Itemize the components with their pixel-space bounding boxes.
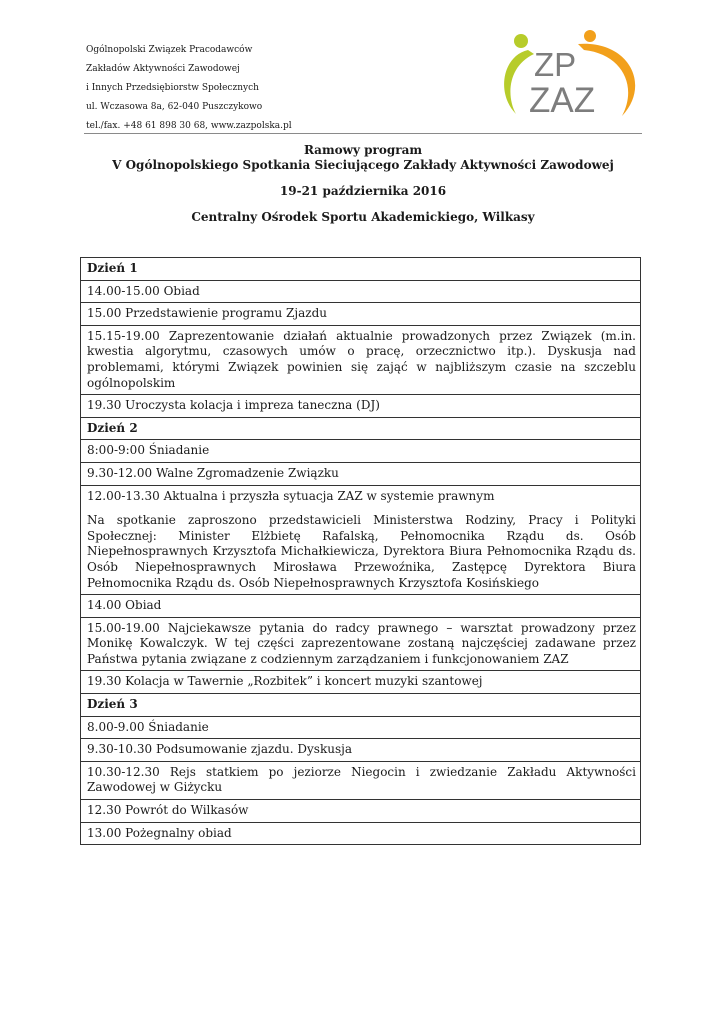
schedule-item-text: 12.30 Powrót do Wilkasów [87, 803, 249, 818]
schedule-item-text: 9.30-10.30 Podsumowanie zjazdu. Dyskusja [87, 742, 352, 757]
logo-text-zaz: ZAZ [529, 81, 596, 120]
day-header-row [81, 417, 641, 440]
org-address: ul. Wczasowa 8a, 62-040 Puszczykowo [86, 102, 263, 112]
schedule-item [81, 395, 641, 418]
schedule-item-text: 13.00 Pożegnalny obiad [87, 825, 232, 840]
schedule-row [81, 303, 641, 326]
schedule-item [81, 800, 641, 823]
schedule-item-text: 14.00 Obiad [87, 598, 162, 613]
schedule-row [81, 595, 641, 618]
day-title: Dzień 3 [87, 697, 138, 712]
event-dates: 19-21 października 2016 [279, 184, 447, 198]
schedule-item-text: 8.00-9.00 Śniadanie [87, 719, 209, 734]
event-venue: Centralny Ośrodek Sportu Akademickiego, Wilkasy [191, 210, 535, 224]
schedule-row [81, 462, 641, 485]
schedule-row [81, 739, 641, 762]
program-table [80, 257, 641, 845]
schedule-item-text: 14.00-15.00 Obiad [87, 283, 200, 298]
day-header-row [81, 694, 641, 717]
day-label [81, 258, 641, 281]
document-title: Ramowy program [303, 143, 423, 157]
day-header-row [81, 258, 641, 281]
schedule-item-text: 9.30-12.00 Walne Zgromadzenie Związku [87, 465, 339, 480]
logo-text-zp: ZP [534, 46, 577, 83]
schedule-row [81, 761, 641, 799]
schedule-item [81, 716, 641, 739]
schedule-item-text: 12.00-13.30 Aktualna i przyszła sytuacja ZAZ w systemie prawnym [87, 488, 495, 503]
schedule-item-note: Na spotkanie zaproszono przedstawicieli Ministerstwa Rodziny, Pracy i Polityki Społecznej: Minister Elżbietę Rafalską, Pełnomocnika Rządu ds. Osób Niepełnosprawnych Krzysztofa Michałkiewicza, Dyrektora Biura Pełnomocnika Rządu ds. Osób Niepełnosprawnych Mirosława Przewoźnika, Zastępcę Dyrektora Biura Pełnomocnika Rządu ds. Osób Niepełnosprawnych Krzysztofa Kosińskiego [87, 513, 636, 590]
schedule-item [81, 739, 641, 762]
schedule-item [81, 595, 641, 618]
schedule-item-text: 19.30 Uroczysta kolacja i impreza taneczna (DJ) [87, 398, 380, 413]
schedule-item-text: 15.00 Przedstawienie programu Zjazdu [87, 306, 327, 321]
schedule-item-text: 15.00-19.00 Najciekawsze pytania do radcy prawnego – warsztat prowadzony przez Monikę Kowalczyk. W tej części zaprezentowane zostaną najczęściej zadawane przez Państwa pytania związane z codziennym zarządzaniem i funkcjonowaniem ZAZ [87, 620, 636, 666]
schedule-row [81, 485, 641, 595]
zpzaz-logo [498, 30, 648, 122]
schedule-item [81, 280, 641, 303]
logo-figure-head-left [514, 34, 528, 48]
org-name-line-3: i Innych Przedsiębiorstw Społecznych [86, 83, 259, 93]
schedule-row [81, 671, 641, 694]
schedule-row [81, 617, 641, 671]
schedule-row [81, 716, 641, 739]
day-label [81, 417, 641, 440]
schedule-item-text: 15.15-19.00 Zaprezentowanie działań aktualnie prowadzonych przez Związek (m.in. kwestia algorytmu, czasowych umów o pracę, orzecznictwo itp.). Dyskusja nad problemami, którymi Związek powinien się zająć w najbliższym czasie na szczeblu ogólnopolskim [87, 328, 636, 390]
day-title: Dzień 2 [87, 420, 138, 435]
org-contact: tel./fax. +48 61 898 30 68, www.zazpolska.pl [86, 121, 292, 131]
schedule-item [81, 462, 641, 485]
schedule-item [81, 303, 641, 326]
day-label [81, 694, 641, 717]
schedule-item-text: 19.30 Kolacja w Tawernie „Rozbitek” i koncert muzyki szantowej [87, 674, 483, 689]
schedule-item-text: 8:00-9:00 Śniadanie [87, 443, 210, 458]
schedule-item [81, 325, 641, 394]
schedule-row [81, 395, 641, 418]
day-title: Dzień 1 [87, 261, 138, 275]
organization-info [86, 41, 292, 136]
schedule-row [81, 822, 641, 845]
schedule-row [81, 440, 641, 463]
header-divider [84, 133, 642, 134]
schedule-item [81, 822, 641, 845]
event-name: V Ogólnopolskiego Spotkania Sieciującego Zakłady Aktywności Zawodowej [112, 158, 614, 172]
schedule-row [81, 280, 641, 303]
schedule-item [81, 440, 641, 463]
schedule-item [81, 485, 641, 595]
schedule-item [81, 761, 641, 799]
schedule-row [81, 800, 641, 823]
schedule-item [81, 671, 641, 694]
org-name-line-2: Zakładów Aktywności Zawodowej [86, 64, 240, 74]
org-name-line-1: Ogólnopolski Związek Pracodawców [86, 45, 253, 55]
schedule-item-text: 10.30-12.30 Rejs statkiem po jeziorze Niegocin i zwiedzanie Zakładu Aktywności Zawodowej w Giżycku [87, 764, 636, 795]
logo-figure-head-right [584, 30, 596, 42]
document-title-block [84, 143, 642, 225]
schedule-row [81, 325, 641, 394]
schedule-item [81, 617, 641, 671]
